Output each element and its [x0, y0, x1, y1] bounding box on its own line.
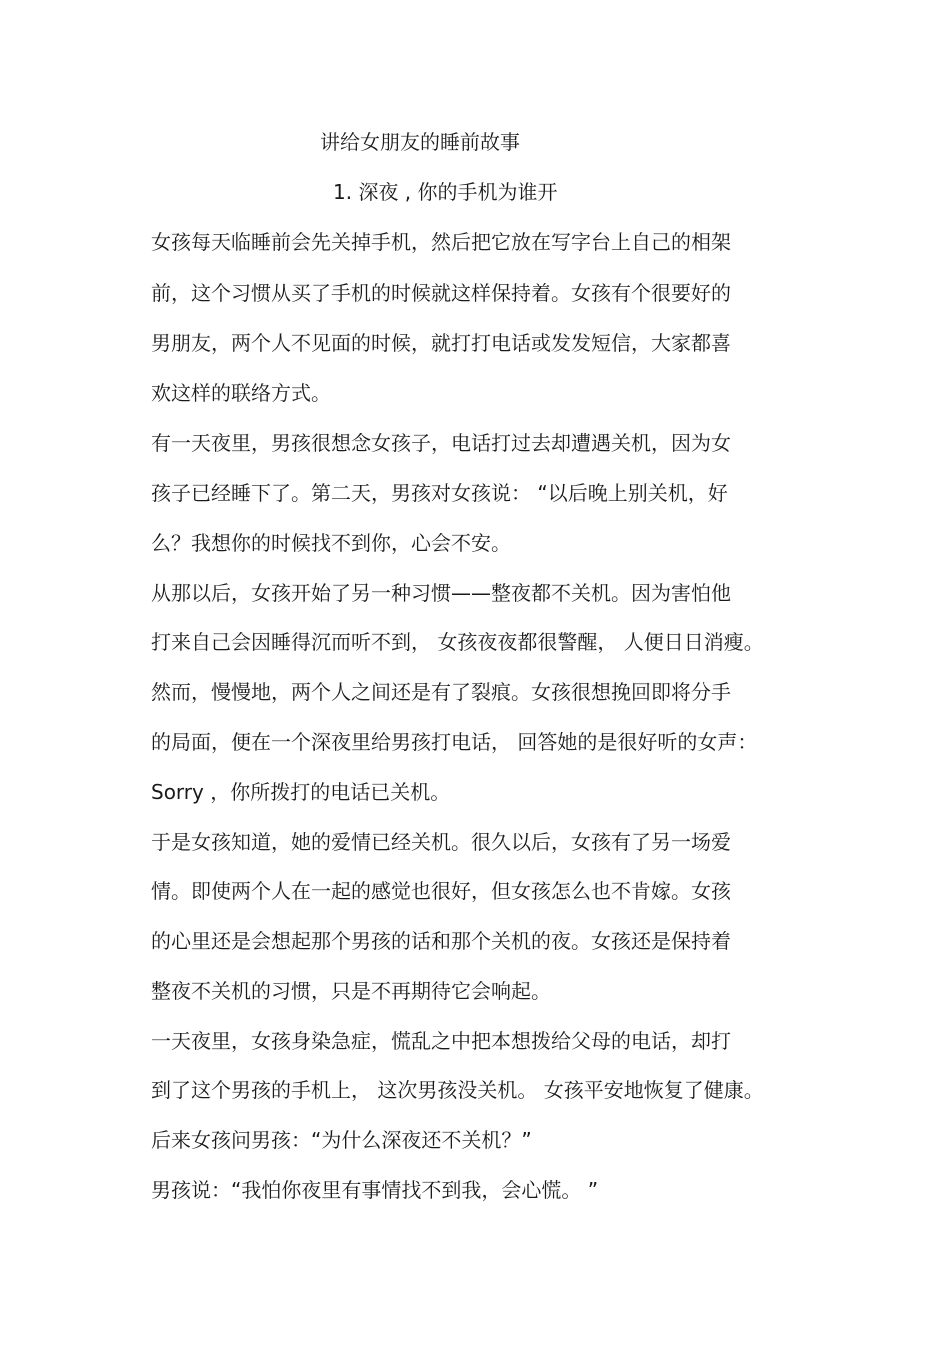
- body-line: 到了这个男孩的手机上， 这次男孩没关机。 女孩平安地恢复了健康。: [151, 1078, 764, 1102]
- body-line: 后来女孩问男孩：“为什么深夜还不关机？”: [151, 1128, 532, 1152]
- document-title: 讲给女朋友的睡前故事: [320, 130, 520, 154]
- body-line: 一天夜里，女孩身染急症，慌乱之中把本想拨给父母的电话，却打: [151, 1029, 731, 1053]
- chapter-heading: 1. 深夜 , 你的手机为谁开: [333, 180, 558, 204]
- body-line: 的局面，便在一个深夜里给男孩打电话， 回答她的是很好听的女声：: [151, 730, 758, 754]
- body-line: 男朋友，两个人不见面的时候，就打打电话或发发短信，大家都喜: [151, 331, 731, 355]
- body-line: 男孩说：“我怕你夜里有事情找不到我，会心慌。 ”: [151, 1178, 599, 1202]
- body-line: 整夜不关机的习惯，只是不再期待它会响起。: [151, 979, 551, 1003]
- body-line: 欢这样的联络方式。: [151, 381, 331, 405]
- body-line: 么？我想你的时候找不到你，心会不安。: [151, 531, 511, 555]
- body-line: 然而，慢慢地，两个人之间还是有了裂痕。女孩很想挽回即将分手: [151, 680, 731, 704]
- body-line: Sorry ，你所拨打的电话已关机。: [151, 780, 451, 804]
- body-line: 女孩每天临睡前会先关掉手机，然后把它放在写字台上自己的相架: [151, 230, 731, 254]
- body-line: 的心里还是会想起那个男孩的话和那个关机的夜。女孩还是保持着: [151, 929, 731, 953]
- body-line: 前，这个习惯从买了手机的时候就这样保持着。女孩有个很要好的: [151, 281, 731, 305]
- body-line: 打来自己会因睡得沉而听不到， 女孩夜夜都很警醒， 人便日日消瘦。: [151, 630, 764, 654]
- body-line: 孩子已经睡下了。第二天，男孩对女孩说： “以后晚上别关机，好: [151, 481, 728, 505]
- body-line: 于是女孩知道，她的爱情已经关机。很久以后，女孩有了另一场爱: [151, 830, 731, 854]
- body-line: 情。即使两个人在一起的感觉也很好，但女孩怎么也不肯嫁。女孩: [151, 879, 731, 903]
- body-line: 从那以后，女孩开始了另一种习惯——整夜都不关机。因为害怕他: [151, 581, 731, 605]
- body-line: 有一天夜里，男孩很想念女孩子，电话打过去却遭遇关机，因为女: [151, 431, 731, 455]
